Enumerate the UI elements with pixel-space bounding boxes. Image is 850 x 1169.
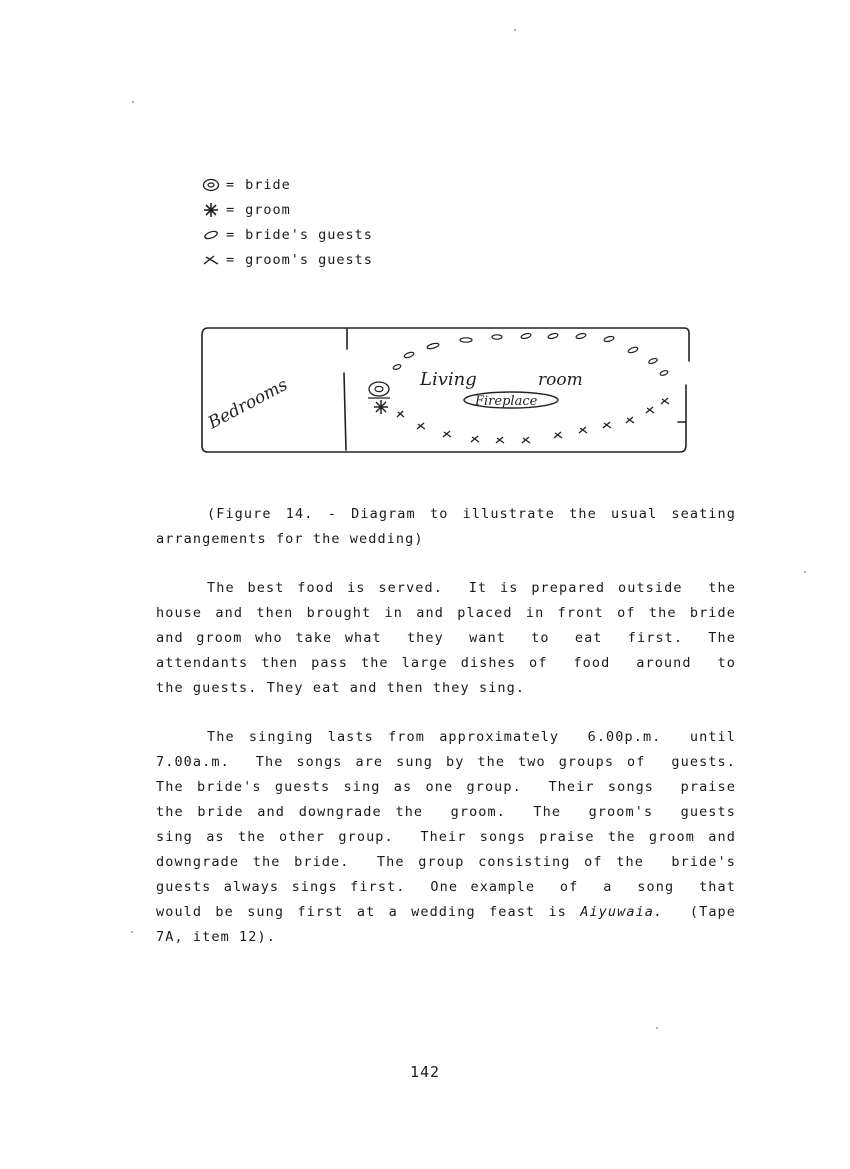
legend-row-groom	[200, 197, 373, 222]
brides-guest	[604, 336, 615, 343]
grooms-guest	[522, 437, 530, 443]
brides-guest	[576, 333, 587, 340]
living-label: Living	[420, 369, 477, 390]
scan-speck	[804, 571, 806, 573]
groom-symbol-icon	[200, 202, 222, 218]
paragraph-2-line: guests always sings first. One example of a song that	[156, 879, 736, 895]
grooms-guest	[603, 422, 611, 428]
bride-marker-inner	[375, 386, 383, 391]
bride-symbol-icon	[200, 178, 222, 192]
legend-label-groom: groom	[245, 201, 291, 218]
figure-caption	[156, 502, 736, 552]
grooms-guest-symbol-icon	[200, 254, 222, 266]
scan-speck	[131, 931, 133, 933]
bride-marker	[369, 382, 389, 396]
paragraph-1-line: and groom who take what they want to eat first. The	[156, 630, 736, 646]
grooms-guest	[417, 423, 425, 429]
grooms-guest	[626, 417, 634, 423]
fireplace-label: Fireplace	[475, 394, 538, 409]
paragraph-2-line: 7.00a.m. The songs are sung by the two groups of guests.	[156, 754, 736, 770]
fireplace	[464, 392, 558, 409]
brides-guest	[521, 333, 532, 340]
room-label: room	[538, 370, 583, 390]
paragraph-1	[156, 576, 736, 701]
wall-outline	[208, 328, 689, 361]
legend-label-bride: bride	[245, 176, 291, 193]
grooms-guest	[661, 398, 669, 404]
paragraph-2-line: downgrade the bride. The group consisting of the bride's	[156, 854, 736, 870]
legend-equals: =	[226, 226, 236, 243]
line-8-end: (Tape	[663, 904, 737, 920]
scan-speck	[514, 29, 516, 31]
legend-equals: =	[226, 176, 236, 193]
bedrooms-label: Bedrooms	[204, 374, 292, 434]
partition-wall	[344, 329, 347, 450]
brides-guest	[648, 358, 658, 365]
brides-guest	[404, 351, 415, 359]
legend-row-brides-guests	[200, 222, 373, 247]
paragraph-1-line: attendants then pass the large dishes of food around to	[156, 655, 736, 671]
brides-guest	[460, 338, 472, 342]
legend-equals: =	[226, 201, 236, 218]
grooms-guest	[397, 411, 404, 417]
paragraph-1-line: house and then brought in and placed in front of the bride	[156, 605, 736, 621]
brides-guest	[660, 370, 669, 376]
brides-guest	[492, 335, 502, 339]
paragraph-2-line-8	[156, 900, 736, 925]
line-8-start: would be sung first at a wedding feast is	[156, 904, 581, 920]
paragraph-2-line: sing as the other group. Their songs praise the groom and	[156, 829, 736, 845]
bride-seat	[368, 382, 390, 398]
grooms-guest	[471, 436, 479, 442]
brides-guest	[393, 364, 402, 370]
legend-label-brides-guests: bride's guests	[245, 226, 373, 243]
seating-diagram	[198, 325, 693, 457]
paragraph-2-line: the bride and downgrade the groom. The groom's guests	[156, 804, 736, 820]
legend-row-bride	[200, 172, 373, 197]
scan-speck	[132, 101, 134, 103]
paragraph-2-line: The singing lasts from approximately 6.00p.m. until	[207, 729, 736, 745]
caption-line-1: (Figure 14. - Diagram to illustrate the usual seating	[207, 506, 736, 522]
paragraph-2-line: The bride's guests sing as one group. Their songs praise	[156, 779, 736, 795]
song-title: Aiyuwaia.	[580, 904, 664, 920]
paragraph-1-line: The best food is served. It is prepared outside the	[207, 580, 736, 596]
paragraph-2-line-9: 7A, item 12).	[156, 929, 276, 945]
legend-equals: =	[226, 251, 236, 268]
grooms-guest	[554, 432, 562, 438]
scan-speck	[656, 1027, 658, 1029]
paragraph-2	[156, 725, 736, 950]
caption-line-2: arrangements for the wedding)	[156, 531, 424, 547]
grooms-guest	[579, 427, 587, 433]
grooms-guest	[646, 407, 654, 413]
legend	[200, 172, 373, 272]
brides-guest	[628, 346, 639, 354]
legend-label-grooms-guests: groom's guests	[245, 251, 373, 268]
groom-seat	[374, 400, 388, 414]
legend-row-grooms-guests	[200, 247, 373, 272]
grooms-guest	[443, 431, 451, 437]
brides-guest-symbol-icon	[200, 229, 222, 241]
brides-guest	[427, 342, 440, 349]
brides-guest	[548, 333, 559, 340]
page-number: 142	[409, 1063, 441, 1081]
grooms-guest	[496, 437, 504, 443]
paragraph-1-line: the guests. They eat and then they sing.	[156, 680, 526, 696]
